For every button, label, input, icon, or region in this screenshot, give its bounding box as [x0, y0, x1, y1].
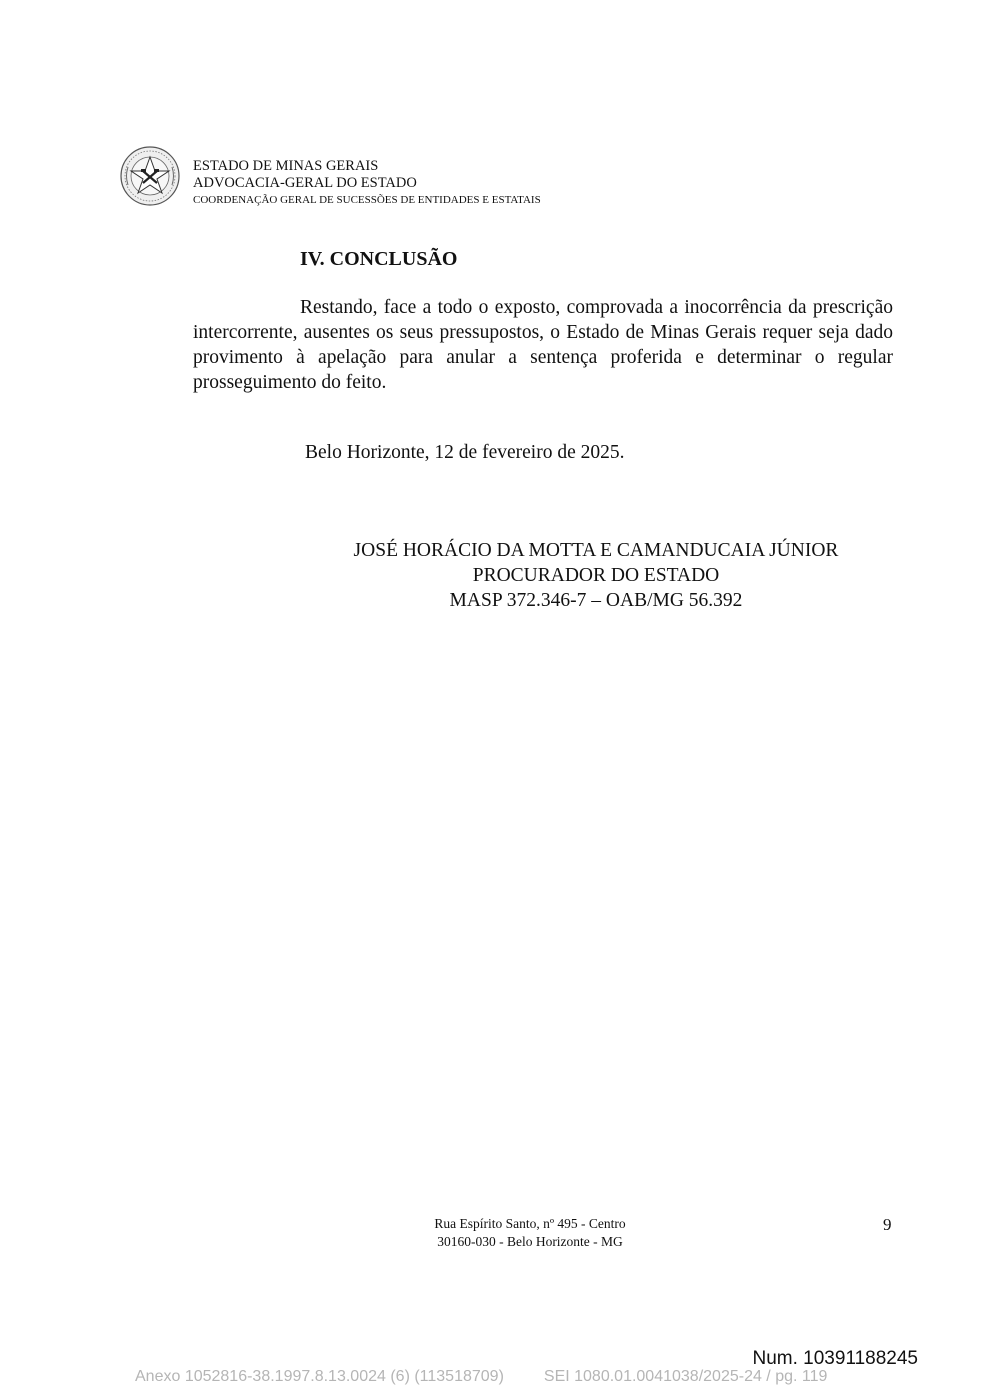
sei-reference: SEI 1080.01.0041038/2025-24 / pg. 119	[543, 1368, 828, 1385]
address-line-2: 30160-030 - Belo Horizonte - MG	[437, 1234, 623, 1249]
signatory-name: JOSÉ HORÁCIO DA MOTTA E CAMANDUCAIA JÚNIOR	[353, 540, 839, 561]
signatory-role: PROCURADOR DO ESTADO	[472, 565, 720, 586]
annex-stamp	[135, 1368, 827, 1386]
conclusion-paragraph: Restando, face a todo o exposto, comprovada a inocorrência da prescrição intercorrente, ausentes os seus pressupostos, o Estado de Minas Gerais requer seja dado provimento à apelação para anular a sentença proferida e determinar o regular prosseguimento do feito.	[193, 297, 893, 393]
footer-address	[380, 1215, 680, 1251]
annex-reference: Anexo 1052816-38.1997.8.13.0024 (6) (113518709)	[135, 1368, 504, 1385]
coat-of-arms-icon	[119, 145, 181, 207]
date-line: Belo Horizonte, 12 de fevereiro de 2025.	[305, 442, 625, 463]
document-number-stamp: Num. 10391188245	[752, 1348, 918, 1369]
letterhead-state: ESTADO DE MINAS GERAIS	[193, 158, 379, 174]
letterhead-department: COORDENAÇÃO GERAL DE SUCESSÕES DE ENTIDADES E ESTATAIS	[193, 194, 541, 206]
signature-block	[296, 538, 896, 613]
letterhead-agency: ADVOCACIA-GERAL DO ESTADO	[193, 175, 417, 191]
page-number: 9	[883, 1215, 892, 1234]
address-line-1: Rua Espírito Santo, nº 495 - Centro	[434, 1216, 626, 1231]
signatory-registration: MASP 372.346-7 – OAB/MG 56.392	[449, 590, 743, 611]
section-title: IV. CONCLUSÃO	[300, 248, 458, 270]
letterhead	[193, 158, 541, 208]
